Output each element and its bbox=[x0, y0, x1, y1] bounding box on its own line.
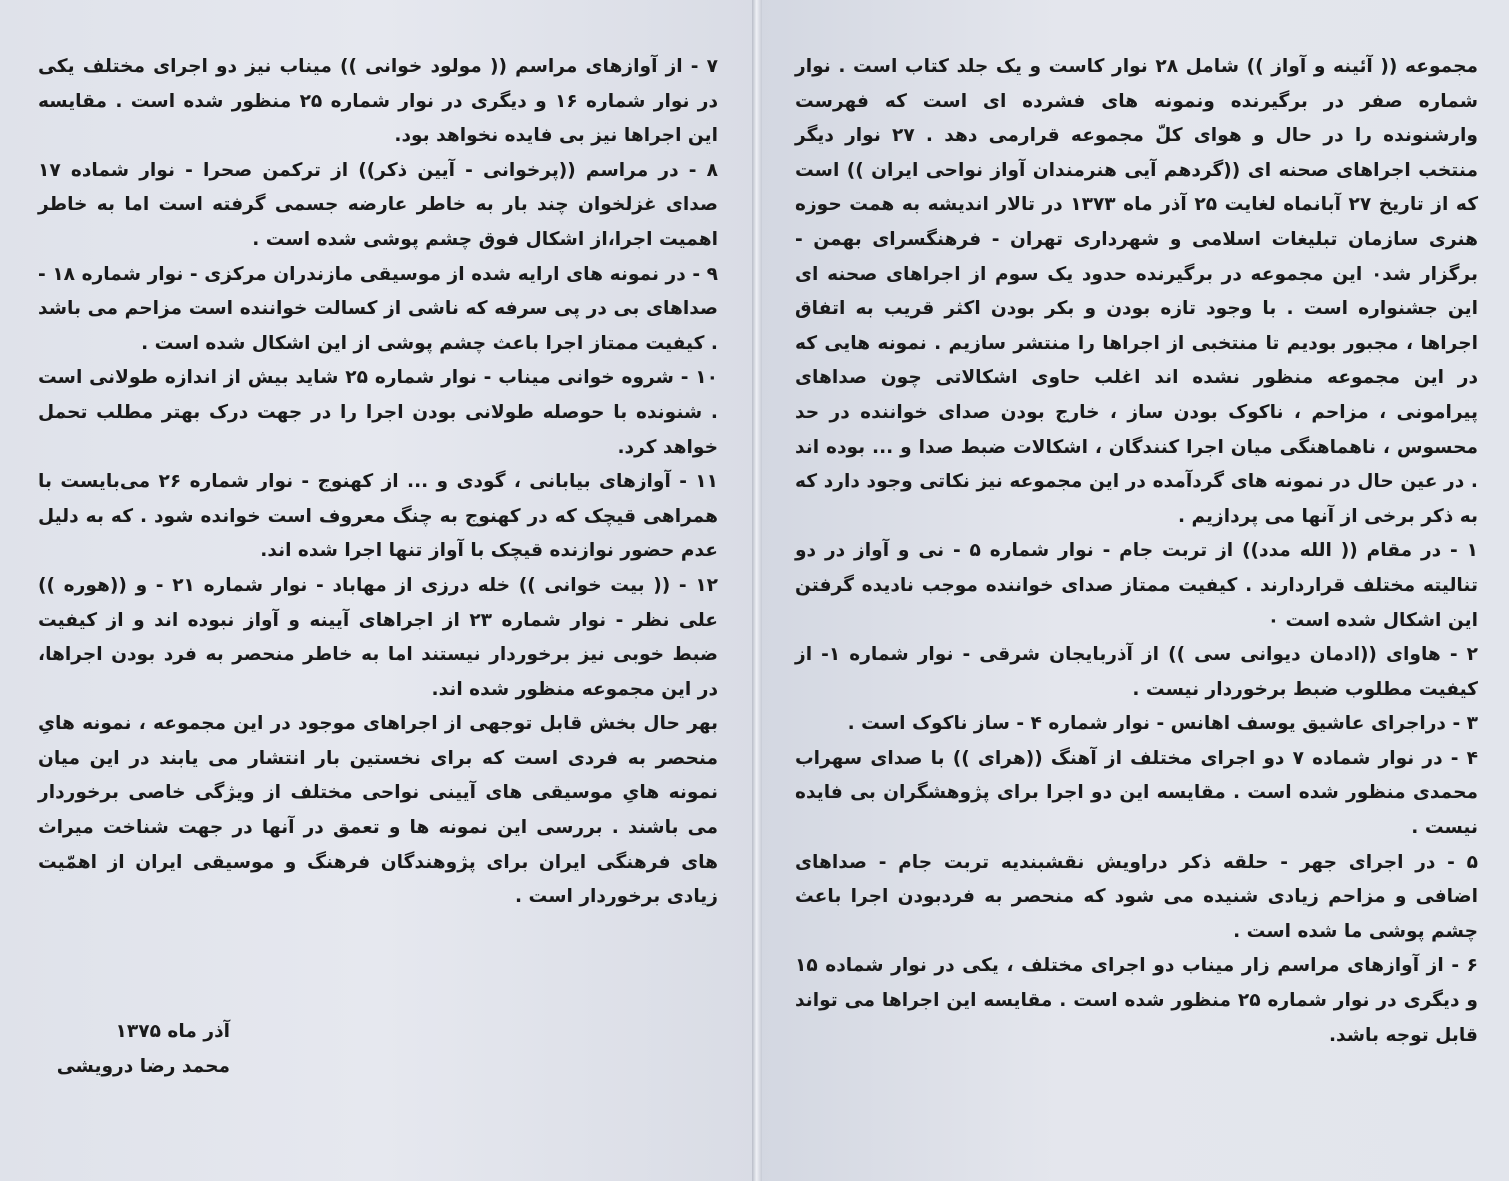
closing-paragraph: بهر حال بخش قابل توجهی از اجراهای موجود در این مجموعه ، نمونه هایِ منحصر به فردی است که برای نخستین بار انتشار می یابند در این میان نمونه هایِ موسیقی های آیینی نواحی مختلف از ویژگی خاصی برخوردار می باشند . بررسی این نمونه ها و تعمق در آنها در جهت شناخت میراث های فرهنگی ایران برای پژوهندگان فرهنگ و موسیقی ایران از اهمّیت زیادی برخوردار است . bbox=[38, 713, 718, 908]
left-column-text bbox=[38, 50, 718, 915]
right-column-text bbox=[795, 50, 1478, 1053]
note-3: ۳ - دراجرای عاشیق یوسف اهانس - نوار شماره ۴ - ساز ناکوک است . bbox=[847, 713, 1478, 735]
note-11: ۱۱ - آوازهای بیابانی ، گودی و ... از کهنوج - نوار شماره ۲۶ می‌بایست با همراهی قیچک که در کهنوج به چنگ معروف است خوانده شود . که به دلیل عدم حضور نوازنده قیچک با آواز تنها اجرا شده اند. bbox=[38, 471, 718, 562]
note-5: ۵ - در اجرای جهر - حلقه ذکر دراویش نقشبندیه تربت جام - صداهای اضافی و مزاحم زیادی شنیده می شود که منحصر به فرد‌بودن اجرا باعث چشم پوشی ما شده است . bbox=[795, 851, 1478, 942]
note-4: ۴ - در نوار شماده ۷ دو اجرای مختلف از آهنگ ((هرای )) با صدای سهراب محمدی منظور شده است . مقایسه این دو اجرا برای پژوهشگران بی فایده نیست . bbox=[795, 747, 1478, 839]
page-fold bbox=[752, 0, 762, 1181]
note-7: ۷ - از آوازهای مراسم (( مولود خوانی )) میناب نیز دو اجرای مختلف یکی در نوار شماره ۱۶ و دیگری در نوار شماره ۲۵ منظور شده است . مقایسه این اجراها نیز بی فایده نخواهد بود. bbox=[38, 56, 719, 147]
note-9: ۹ - در نمونه های ارایه شده از موسیقی مازندران مرکزی - نوار شماره ۱۸ - صداهای بی در پی سرفه که ناشی از کسالت خواننده است مزاحم می باشد . کیفیت ممتاز اجرا باعث چشم پوشی از این اشکال شده است . bbox=[38, 263, 718, 354]
note-1: ۱ - در مقام (( الله مدد)) از تربت جام - نوار شماره ۵ - نی و آواز در دو تنالیته مختلف قراردارند . کیفیت ممتاز صدای خواننده موجب نادیده گرفتن این اشکال شده است ٠ bbox=[795, 540, 1478, 631]
note-8: ۸ - در مراسم ((پرخوانی - آیین ذکر)) از ترکمن صحرا - نوار شماده ۱۷ صدای غزلخوان چند بار به خاطر عارضه جسمی گرفته است اما به خاطر اهمیت اجرا،از اشکال فوق چشم پوشی شده است . bbox=[38, 159, 718, 250]
intro-paragraph: مجموعه (( آئینه و آواز )) شامل ۲۸ نوار کاست و یک جلد کتاب است . نوار شماره صفر در برگیرنده ونمونه های فشرده ای است که فهرست وارشنونده را در حال و هوای کلّ مجموعه قرارمی دهد . ۲۷ نوار دیگر منتخب اجراهای صحنه ای ((گردهم آیی هنرمندان آواز نواحی ایران )) است که از تاریخ ۲۷ آبانماه لغایت ۲۵ آذر ماه ۱۳۷۳ در تالار اندیشه به همت حوزه هنری سازمان تبلیغات اسلامی و شهرداری تهران - فرهنگسرای بهمن - برگزار شد٠ این مجموعه در برگیرنده حدود یک سوم از اجراهای صحنه ای این جشنواره است . با وجود تازه بودن و بکر بودن اکثر قریب به اتفاق اجراها ، مجبور بودیم تا منتخبی از اجراها را منتشر سازیم . نمونه هایی که در این مجموعه منظور نشده اند اغلب حاوی اشکالاتی چون صداهای پیرامونی ، مزاحم ، ناکوک بودن ساز ، خارج بودن صدای خواننده در حد محسوس ، ناهماهنگی میان اجرا کنندگان ، اشکالات ضبط صدا و ... بوده اند . در عین حال در نمونه های گردآمده در این مجموعه نیز نکاتی وجود دارد که به ذکر برخی از آنها می پردازیم . bbox=[795, 56, 1479, 527]
note-6: ۶ - از آوازهای مراسم زار میناب دو اجرای مختلف ، یکی در نوار شماده ۱۵ و دیگری در نوار شماره ۲۵ منظور شده است . مقایسه این اجراها می تواند قابل توجه باشد. bbox=[795, 955, 1478, 1046]
note-10: ۱۰ - شروه خوانی میناب - نوار شماره ۲۵ شاید بیش از اندازه طولانی است . شنونده با حوصله طولانی بودن اجرا را در جهت درک بهتر مطلب تحمل خواهد کرد. bbox=[38, 367, 718, 458]
note-2: ۲ - هاوای ((ادمان دیوانی سی )) از آذربایجان شرقی - نوار شماره ۱- از کیفیت مطلوب ضبط برخوردار نیست . bbox=[795, 644, 1478, 700]
signature-author: محمد رضا درویشی bbox=[56, 1055, 230, 1077]
note-12: ۱۲ - (( بیت خوانی )) خله درزی از مهاباد - نوار شماره ۲۱ - و ((هوره )) علی نظر - نوار شماره ۲۳ از اجراهای آیینه و آواز نبوده اند و از کیفیت ضبط خوبی نیز برخوردار نیستند اما به خاطر منحصر به فرد بودن اجراها، در این مجموعه منظور شده اند. bbox=[38, 574, 719, 700]
signature-block bbox=[40, 1015, 230, 1084]
signature-date: آذر ماه ۱۳۷۵ bbox=[115, 1021, 230, 1042]
